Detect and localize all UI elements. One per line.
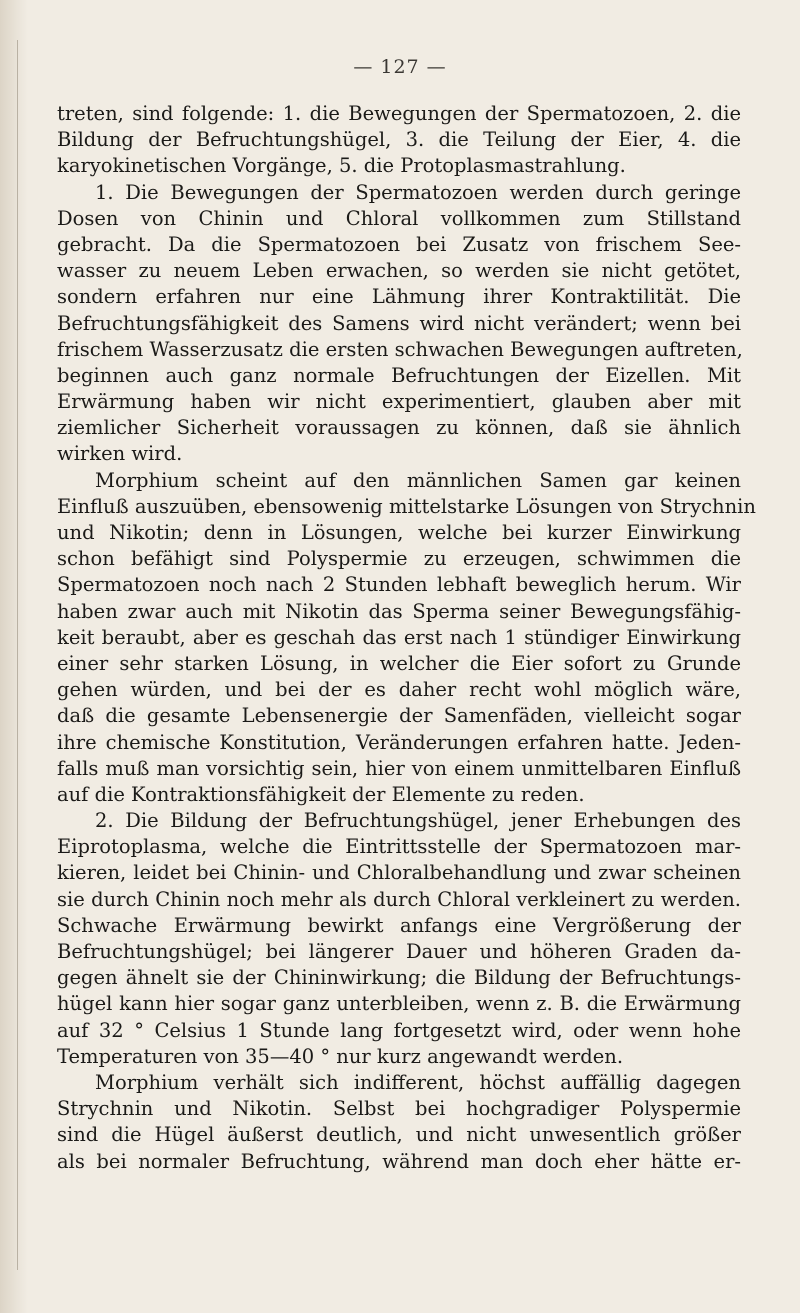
page-number: — 127 — — [353, 56, 447, 78]
text-line: Dosen von Chinin und Chloral vollkommen zum Stillstand — [57, 206, 741, 230]
text-line: einer sehr starken Lösung, in welcher die Eier sofort zu Grunde — [57, 651, 741, 675]
text-line: auf 32 ° Celsius 1 Stunde lang fortgesetzt wird, oder wenn hohe — [57, 1018, 741, 1042]
text-line: Strychnin und Nikotin. Selbst bei hochgradiger Polyspermie — [57, 1097, 741, 1121]
text-line: Morphium verhält sich indifferent, höchst auffällig dagegen — [95, 1070, 741, 1094]
text-line: Bildung der Befruchtungshügel, 3. die Teilung der Eier, 4. die — [57, 128, 741, 152]
text-line: karyokinetischen Vorgänge, 5. die Protoplasmastrahlung. — [57, 154, 626, 178]
text-line: Befruchtungsfähigkeit des Samens wird nicht verändert; wenn bei — [57, 311, 741, 335]
text-line: Schwache Erwärmung bewirkt anfangs eine Vergrößerung der — [57, 913, 741, 937]
text-line: 2. Die Bildung der Befruchtungshügel, jener Erhebungen des — [95, 809, 741, 833]
text-line: Morphium scheint auf den männlichen Samen gar keinen — [95, 468, 741, 492]
text-line: sind die Hügel äußerst deutlich, und nicht unwesentlich größer — [57, 1123, 741, 1147]
text-line: Befruchtungshügel; bei längerer Dauer und höheren Graden da- — [57, 940, 741, 963]
text-line: wasser zu neuem Leben erwachen, so werden sie nicht getötet, — [57, 259, 741, 283]
text-line: Erwärmung haben wir nicht experimentiert, glauben aber mit — [57, 390, 741, 414]
text-line: hügel kann hier sogar ganz unterbleiben, wenn z. B. die Erwärmung — [57, 992, 741, 1016]
text-line: beginnen auch ganz normale Befruchtungen der Eizellen. Mit — [57, 363, 741, 387]
text-line: als bei normaler Befruchtung, während man doch eher hätte er- — [57, 1149, 741, 1173]
text-line: Spermatozoen noch nach 2 Stunden lebhaft beweglich herum. Wir — [57, 573, 741, 597]
text-line: daß die gesamte Lebensenergie der Samenfäden, vielleicht sogar — [57, 704, 741, 728]
text-line: treten, sind folgende: 1. die Bewegungen der Spermatozoen, 2. die — [57, 102, 741, 125]
text-line: haben zwar auch mit Nikotin das Sperma seiner Bewegungsfähig- — [57, 599, 741, 623]
text-line: schon befähigt sind Polyspermie zu erzeugen, schwimmen die — [57, 547, 741, 571]
text-line: wirken wird. — [57, 442, 183, 466]
text-line: gegen ähnelt sie der Chininwirkung; die Bildung der Befruchtungs- — [57, 966, 741, 990]
text-line: kieren, leidet bei Chinin- und Chloralbehandlung und zwar scheinen — [57, 861, 741, 885]
text-line: ziemlicher Sicherheit voraussagen zu können, daß sie ähnlich — [57, 416, 741, 440]
text-line: Temperaturen von 35—40 ° nur kurz angewandt werden. — [57, 1044, 624, 1068]
text-line: sie durch Chinin noch mehr als durch Chloral verkleinert zu werden. — [57, 887, 741, 911]
text-line: gehen würden, und bei der es daher recht wohl möglich wäre, — [57, 678, 741, 702]
page-gutter — [0, 0, 28, 1313]
text-line: auf die Kontraktionsfähigkeit der Elemente zu reden. — [57, 782, 585, 806]
binding-edge-line — [17, 40, 18, 1270]
text-line: falls muß man vorsichtig sein, hier von einem unmittelbaren Einfluß — [57, 756, 741, 780]
text-line: 1. Die Bewegungen der Spermatozoen werden durch geringe — [95, 180, 741, 204]
text-line: sondern erfahren nur eine Lähmung ihrer Kontraktilität. Die — [57, 285, 741, 309]
text-line: Einfluß auszuüben, ebensowenig mittelstarke Lösungen von Strychnin — [57, 494, 756, 518]
text-line: Eiprotoplasma, welche die Eintrittsstelle der Spermatozoen mar- — [57, 835, 741, 859]
text-line: und Nikotin; denn in Lösungen, welche bei kurzer Einwirkung — [57, 521, 741, 544]
text-line: frischem Wasserzusatz die ersten schwachen Bewegungen auftreten, — [57, 337, 743, 361]
text-line: gebracht. Da die Spermatozoen bei Zusatz von frischem See- — [57, 232, 741, 256]
body-text — [57, 101, 756, 1175]
text-line: keit beraubt, aber es geschah das erst nach 1 stündiger Einwirkung — [57, 625, 741, 649]
text-line: ihre chemische Konstitution, Veränderungen erfahren hatte. Jeden- — [57, 730, 741, 754]
